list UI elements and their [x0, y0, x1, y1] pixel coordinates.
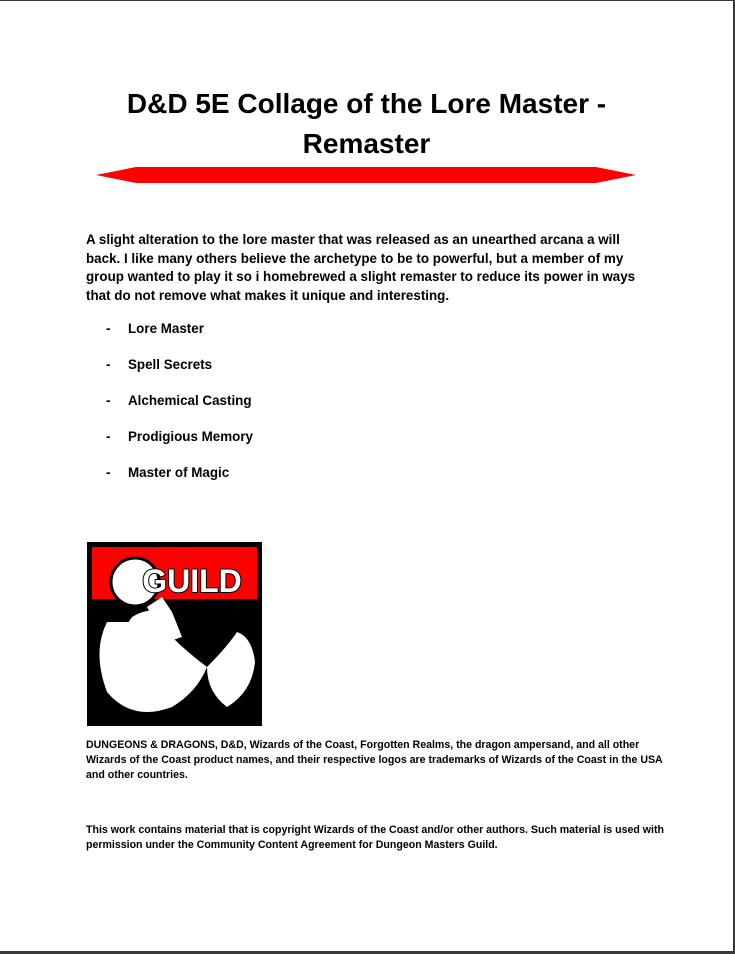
feature-label: Master of Magic: [128, 465, 230, 480]
trademark-notice: DUNGEONS & DRAGONS, D&D, Wizards of the Coast, Forgotten Realms, the dragon ampersand, and all other Wizards of the Coast product names, and their respective logos are trademarks of Wizards of the Coast in the USA and other countries.: [86, 739, 663, 781]
feature-label: Alchemical Casting: [128, 393, 252, 408]
dmsguild-logo: [87, 542, 262, 726]
list-item: [106, 357, 253, 393]
list-item: [106, 429, 253, 465]
feature-label: Spell Secrets: [128, 357, 213, 372]
feature-label: Lore Master: [128, 321, 204, 336]
bullet-dash: -: [106, 357, 111, 372]
document-page: [0, 1, 734, 951]
page-title-line-1: D&D 5E Collage of the Lore Master -: [126, 88, 607, 119]
list-item: [106, 465, 253, 501]
list-item: [106, 321, 253, 357]
page-title-line-2: Remaster: [302, 128, 431, 159]
copyright-notice: This work contains material that is copyright Wizards of the Coast and/or other authors. Such material is used with permission under the Community Content Agreement for Dungeon Masters Guild.: [86, 824, 664, 851]
intro-paragraph: A slight alteration to the lore master that was released as an unearthed arcana a will back. I like many others believe the archetype to be to powerful, but a member of my group wanted to play it so i homebrewed a slight remaster to reduce its power in ways that do not remove what makes it unique and interesting.: [86, 232, 636, 303]
list-item: [106, 393, 253, 429]
feature-list: [106, 321, 253, 501]
bullet-dash: -: [106, 393, 111, 408]
bullet-dash: -: [106, 465, 111, 480]
title-divider: [96, 167, 636, 183]
feature-label: Prodigious Memory: [128, 429, 253, 444]
bullet-dash: -: [106, 429, 111, 444]
svg-text:GUILD: GUILD: [142, 563, 242, 599]
bullet-dash: -: [106, 321, 111, 336]
